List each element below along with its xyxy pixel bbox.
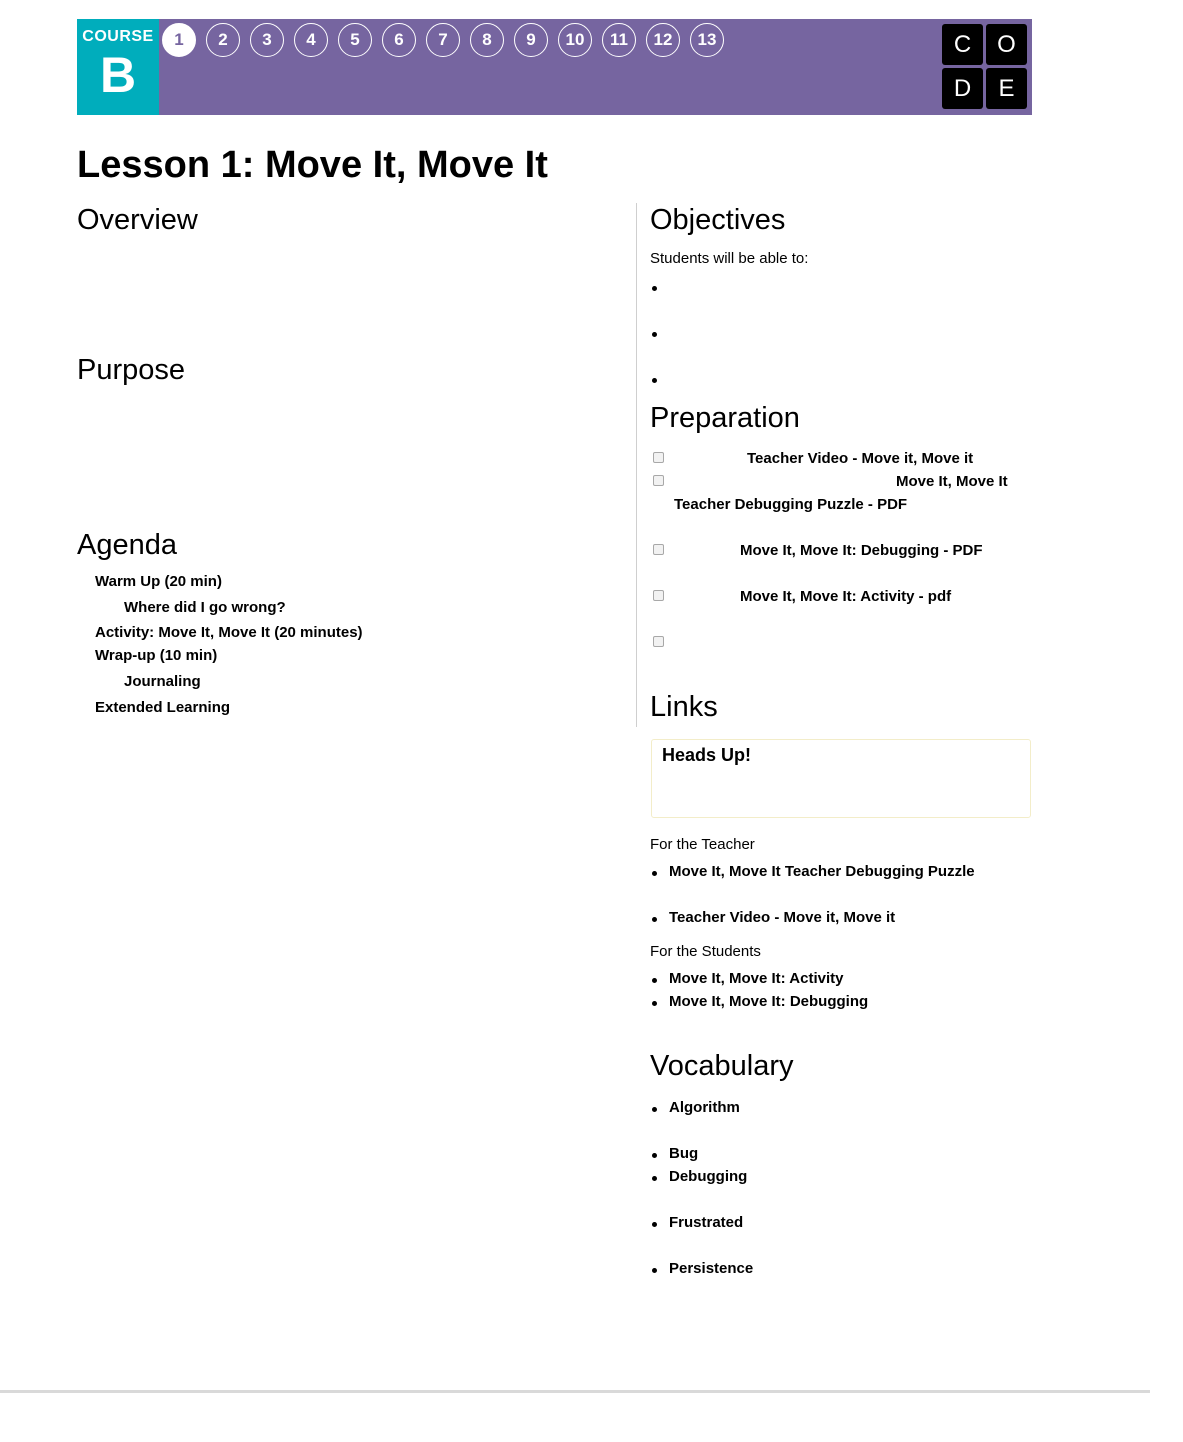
- lesson-link-3[interactable]: 3: [250, 23, 284, 57]
- for-students-label: For the Students: [650, 943, 761, 960]
- prep-debug-puzzle-link[interactable]: Move It, Move It: [896, 473, 1008, 490]
- vocab-bullet: [652, 1268, 657, 1273]
- vocab-persistence[interactable]: Persistence: [669, 1260, 754, 1277]
- prep-checkbox[interactable]: [653, 636, 664, 647]
- prep-debugging-pdf-link[interactable]: Move It, Move It: Debugging - PDF: [740, 542, 983, 559]
- link-bullet: [652, 1001, 657, 1006]
- lesson-link-12[interactable]: 12: [646, 23, 680, 57]
- lesson-link-8[interactable]: 8: [470, 23, 504, 57]
- links-heading: Links: [650, 691, 718, 723]
- agenda-extended-link[interactable]: Extended Learning: [95, 699, 231, 716]
- lesson-navigation: [162, 23, 724, 57]
- course-label: COURSE: [82, 28, 154, 45]
- lesson-link-10[interactable]: 10: [558, 23, 592, 57]
- course-header: [77, 19, 1032, 115]
- vocabulary-heading: Vocabulary: [650, 1050, 794, 1082]
- lesson-link-11[interactable]: 11: [602, 23, 636, 57]
- lesson-link-9[interactable]: 9: [514, 23, 548, 57]
- for-teacher-label: For the Teacher: [650, 836, 755, 853]
- agenda-activity-link[interactable]: Activity: Move It, Move It (20 minutes): [95, 624, 363, 641]
- agenda-where-wrong-link[interactable]: Where did I go wrong?: [124, 599, 286, 616]
- teacher-debug-puzzle-link[interactable]: Move It, Move It Teacher Debugging Puzzle: [669, 863, 975, 880]
- prep-checkbox[interactable]: [653, 452, 664, 463]
- link-bullet: [652, 917, 657, 922]
- vocab-debugging[interactable]: Debugging: [669, 1168, 748, 1185]
- preparation-heading: Preparation: [650, 402, 800, 434]
- student-activity-link[interactable]: Move It, Move It: Activity: [669, 970, 844, 987]
- agenda-wrapup-link[interactable]: Wrap-up (10 min): [95, 647, 218, 664]
- code-logo[interactable]: [942, 24, 1029, 109]
- agenda-warmup-link[interactable]: Warm Up (20 min): [95, 573, 222, 590]
- prep-checkbox[interactable]: [653, 590, 664, 601]
- lesson-link-4[interactable]: 4: [294, 23, 328, 57]
- link-bullet: [652, 978, 657, 983]
- heads-up-callout: [651, 739, 1031, 818]
- vocab-bullet: [652, 1222, 657, 1227]
- course-letter: B: [99, 47, 137, 103]
- objective-bullet: [652, 332, 657, 337]
- heads-up-title: Heads Up!: [662, 745, 752, 765]
- lesson-link-5[interactable]: 5: [338, 23, 372, 57]
- link-bullet: [652, 871, 657, 876]
- objective-bullet: [652, 286, 657, 291]
- vocab-bullet: [652, 1176, 657, 1181]
- purpose-heading: Purpose: [77, 354, 186, 386]
- lesson-link-2[interactable]: 2: [206, 23, 240, 57]
- overview-heading: Overview: [77, 204, 198, 236]
- vocab-frustrated[interactable]: Frustrated: [669, 1214, 744, 1231]
- student-debugging-link[interactable]: Move It, Move It: Debugging: [669, 993, 869, 1010]
- prep-checkbox[interactable]: [653, 475, 664, 486]
- prep-checkbox[interactable]: [653, 544, 664, 555]
- logo-letter-d: D: [942, 68, 983, 109]
- lesson-link-13[interactable]: 13: [690, 23, 724, 57]
- lesson-link-7[interactable]: 7: [426, 23, 460, 57]
- prep-teacher-video-link[interactable]: Teacher Video - Move it, Move it: [747, 450, 974, 467]
- page-title: Lesson 1: Move It, Move It: [77, 144, 548, 186]
- footer-divider: [0, 1390, 1150, 1393]
- prep-debug-puzzle-link-cont[interactable]: Teacher Debugging Puzzle - PDF: [674, 496, 908, 513]
- lesson-link-1[interactable]: 1: [162, 23, 196, 57]
- column-divider: [636, 203, 637, 727]
- vocab-bug[interactable]: Bug: [669, 1145, 699, 1162]
- objectives-intro: Students will be able to:: [650, 250, 809, 267]
- objective-bullet: [652, 378, 657, 383]
- prep-activity-pdf-link[interactable]: Move It, Move It: Activity - pdf: [740, 588, 952, 605]
- logo-letter-c: C: [942, 24, 983, 65]
- vocab-bullet: [652, 1107, 657, 1112]
- vocab-algorithm[interactable]: Algorithm: [669, 1099, 740, 1116]
- vocab-bullet: [652, 1153, 657, 1158]
- agenda-journaling-link[interactable]: Journaling: [124, 673, 201, 690]
- agenda-heading: Agenda: [77, 529, 177, 561]
- objectives-heading: Objectives: [650, 204, 786, 236]
- lesson-link-6[interactable]: 6: [382, 23, 416, 57]
- logo-letter-e: E: [986, 68, 1027, 109]
- logo-letter-o: O: [986, 24, 1027, 65]
- course-badge[interactable]: [77, 19, 159, 115]
- teacher-video-link[interactable]: Teacher Video - Move it, Move it: [669, 909, 896, 926]
